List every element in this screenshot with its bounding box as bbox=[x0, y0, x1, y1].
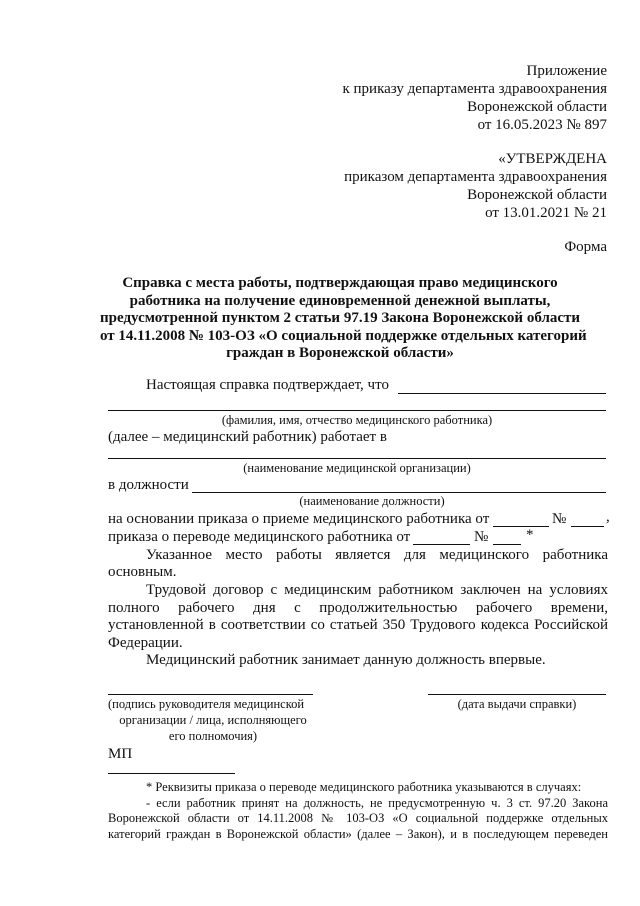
confirms-text: Настоящая справка подтверждает, что bbox=[146, 377, 389, 393]
signature-field-line bbox=[108, 694, 313, 695]
form-label: Форма bbox=[564, 239, 607, 255]
title-line-5: граждан в Воронежской области» bbox=[226, 345, 454, 361]
transfer-order-number-line bbox=[493, 544, 521, 545]
appendix-order-ref: к приказу департамента здравоохранения bbox=[342, 81, 607, 97]
stamp-place-label: МП bbox=[108, 746, 133, 762]
worker-name-field-line bbox=[398, 393, 606, 394]
approval-region: Воронежской области bbox=[467, 187, 607, 203]
works-at-text: (далее – медицинский работник) работает в bbox=[108, 429, 387, 445]
worker-name-caption: (фамилия, имя, отчество медицинского работника) bbox=[221, 413, 493, 427]
title-line-2: работника на получение единовременной денежной выплаты, bbox=[129, 293, 551, 309]
hire-order-date-line bbox=[493, 526, 549, 527]
main-place-line-1: Указанное место работы является для медицинского работника bbox=[146, 547, 608, 563]
approval-order-ref: приказом департамента здравоохранения bbox=[344, 169, 607, 185]
signature-caption-2: организации / лица, исполняющего bbox=[119, 713, 307, 727]
footnote-line-1: * Реквизиты приказа о переводе медицинского работника указываются в случаях: bbox=[146, 780, 582, 794]
footnote-line-3: Воронежской области от 14.11.2008 № 103-ОЗ «О социальной поддержке отдельных bbox=[108, 811, 608, 825]
approval-date: от 13.01.2021 № 21 bbox=[485, 205, 607, 221]
contract-line-4: Федерации. bbox=[108, 635, 183, 651]
transfer-order-text: приказа о переводе медицинского работника от bbox=[108, 529, 411, 545]
contract-line-3: установленной в соответствии со статьей 350 Трудового кодекса Российской bbox=[108, 617, 608, 633]
footnote-line-2: - если работник принят на должность, не предусмотренную ч. 3 ст. 97.20 Закона bbox=[146, 796, 608, 810]
title-line-4: от 14.11.2008 № 103-ОЗ «О социальной поддержке отдельных категорий bbox=[100, 328, 587, 344]
transfer-order-date-line bbox=[413, 544, 470, 545]
appendix-label: Приложение bbox=[526, 63, 607, 79]
organization-caption: (наименование медицинской организации) bbox=[243, 461, 471, 475]
title-line-3: предусмотренной пунктом 2 статьи 97.19 Закона Воронежской области bbox=[100, 310, 581, 326]
hire-order-number-sign: № bbox=[552, 511, 567, 527]
position-field-line bbox=[192, 492, 606, 493]
position-label: в должности bbox=[108, 477, 189, 493]
hire-order-comma: , bbox=[606, 509, 610, 525]
contract-line-2: полного рабочего дня с продолжительностью рабочего времени, bbox=[108, 600, 608, 616]
transfer-order-number-sign: № bbox=[474, 529, 489, 545]
signature-caption-1: (подпись руководителя медицинской bbox=[108, 697, 305, 711]
hire-order-text: на основании приказа о приеме медицинского работника от bbox=[108, 511, 490, 527]
title-line-1: Справка с места работы, подтверждающая право медицинского bbox=[122, 275, 558, 291]
first-time-text: Медицинский работник занимает данную должность впервые. bbox=[146, 652, 546, 668]
transfer-order-footnote-mark: * bbox=[526, 527, 534, 543]
appendix-order-date: от 16.05.2023 № 897 bbox=[477, 117, 607, 133]
signature-caption-3: его полномочия) bbox=[168, 729, 258, 743]
organization-field-line bbox=[108, 458, 606, 459]
footnote-line-4: категорий граждан в Воронежской области» (далее – Закон), и в последующем переведен bbox=[108, 827, 608, 841]
worker-name-field-line-2 bbox=[108, 410, 606, 411]
footnote-separator bbox=[108, 773, 235, 774]
appendix-region: Воронежской области bbox=[467, 99, 607, 115]
hire-order-number-line bbox=[571, 526, 604, 527]
contract-line-1: Трудовой договор с медицинским работником заключен на условиях bbox=[146, 582, 608, 598]
issue-date-field-line bbox=[428, 694, 606, 695]
approval-label: «УТВЕРЖДЕНА bbox=[498, 151, 607, 167]
main-place-line-2: основным. bbox=[108, 564, 177, 580]
issue-date-caption: (дата выдачи справки) bbox=[457, 697, 577, 711]
position-caption: (наименование должности) bbox=[299, 494, 445, 508]
